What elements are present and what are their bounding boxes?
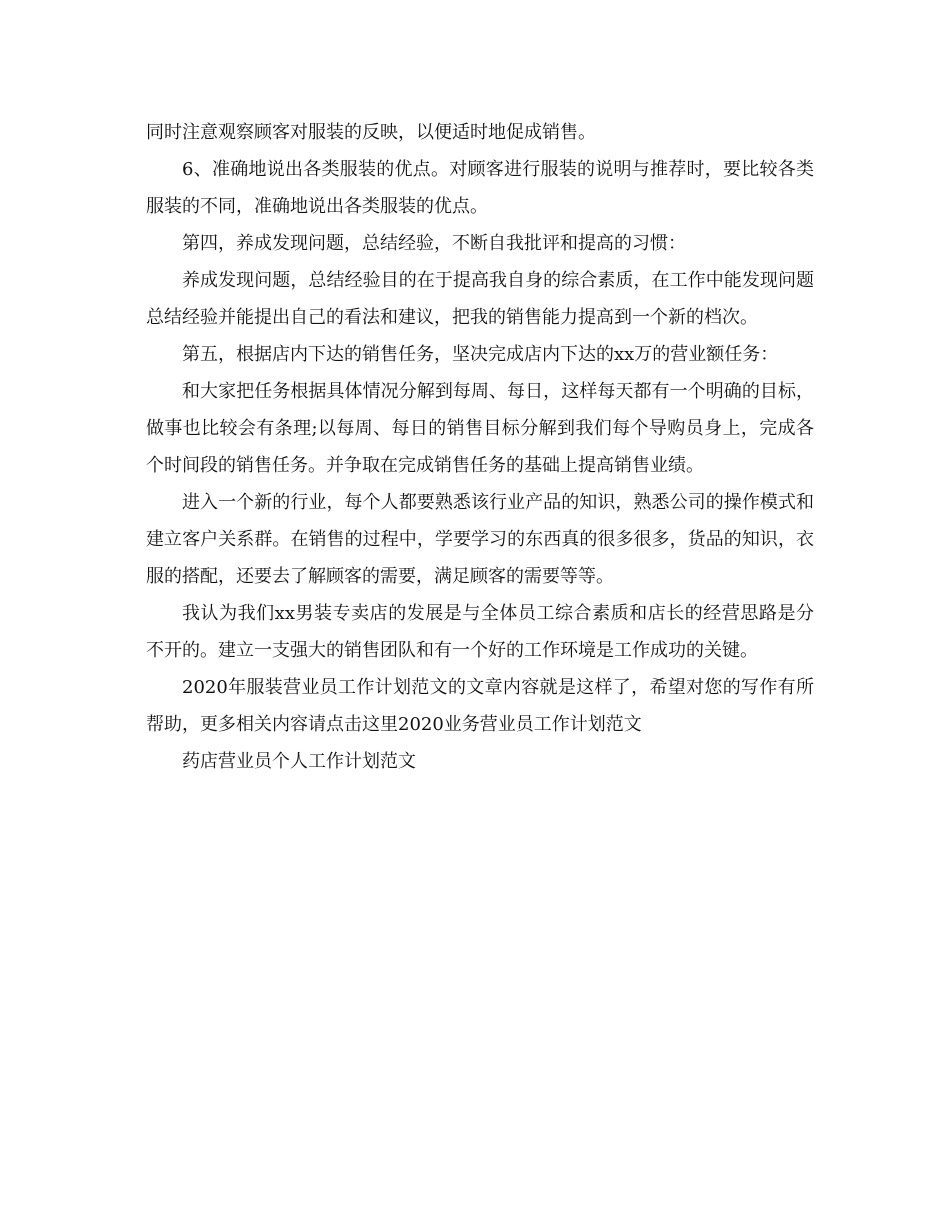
paragraph-fifth-body: 和大家把任务根据具体情况分解到每周、每日，这样每天都有一个明确的目标，做事也比较会有条理;以每周、每日的销售目标分解到我们每个导购员身上，完成各个时间段的销售任务。并争取在完成销售任务的基础上提高销售业绩。 bbox=[146, 381, 814, 476]
section-heading-fifth: 第五，根据店内下达的销售任务，坚决完成店内下达的xx万的营业额任务： bbox=[182, 344, 779, 365]
paragraph-conclusion: 我认为我们xx男装专卖店的发展是与全体员工综合素质和店长的经营思路是分不开的。建立一支强大的销售团队和有一个好的工作环境是工作成功的关键。 bbox=[146, 603, 814, 661]
paragraph-item-6: 6、准确地说出各类服装的优点。对顾客进行服装的说明与推荐时，要比较各类服装的不同，准确地说出各类服装的优点。 bbox=[146, 159, 814, 217]
related-article-link[interactable]: 药店营业员个人工作计划范文 bbox=[182, 751, 416, 772]
section-heading-fourth: 第四，养成发现问题，总结经验，不断自我批评和提高的习惯： bbox=[182, 233, 686, 254]
document-body bbox=[146, 114, 814, 780]
paragraph-fourth-body: 养成发现问题，总结经验目的在于提高我自身的综合素质，在工作中能发现问题总结经验并能提出自己的看法和建议，把我的销售能力提高到一个新的档次。 bbox=[146, 270, 814, 328]
paragraph-article-end: 2020年服装营业员工作计划范文的文章内容就是这样了，希望对您的写作有所帮助，更多相关内容请点击这里2020业务营业员工作计划范文 bbox=[146, 677, 814, 735]
paragraph-continuation: 同时注意观察顾客对服装的反映，以便适时地促成销售。 bbox=[146, 122, 596, 143]
paragraph-new-industry: 进入一个新的行业，每个人都要熟悉该行业产品的知识，熟悉公司的操作模式和建立客户关系群。在销售的过程中，学要学习的东西真的很多很多，货品的知识，衣服的搭配，还要去了解顾客的需要，满足顾客的需要等等。 bbox=[146, 492, 814, 587]
